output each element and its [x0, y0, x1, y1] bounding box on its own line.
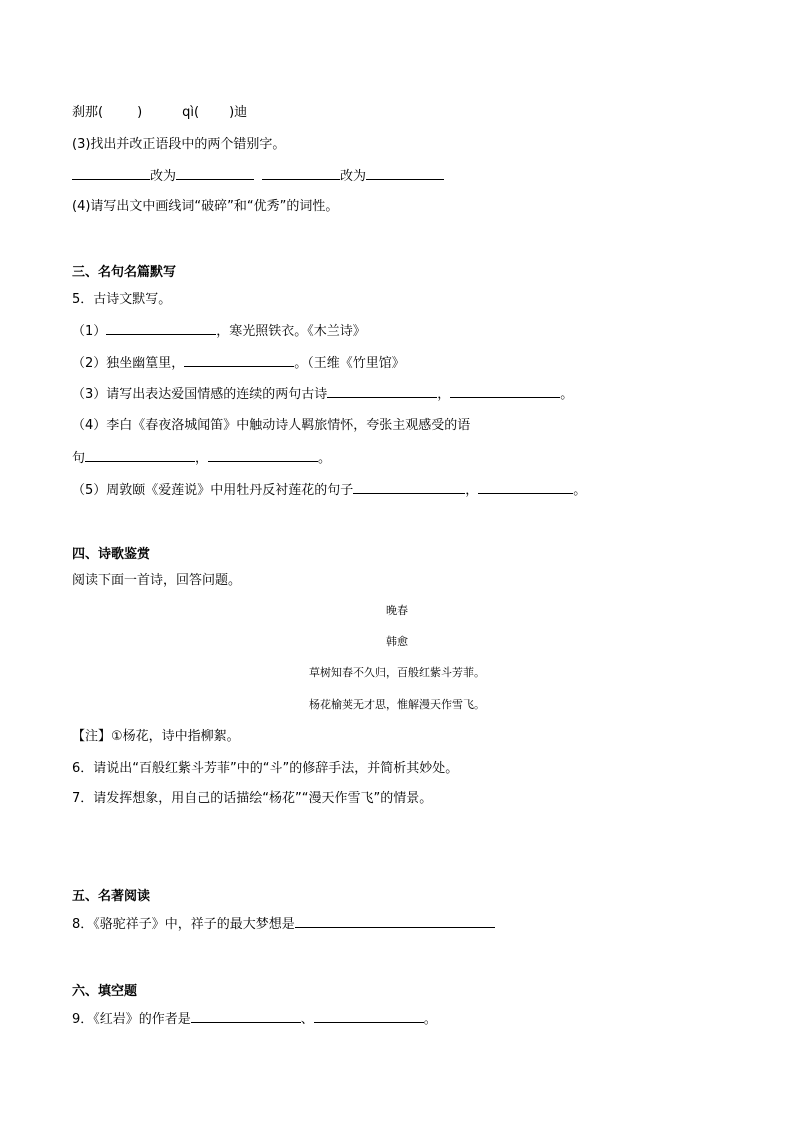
section-5-title: 五、名著阅读 — [72, 889, 151, 904]
fill-blank[interactable] — [450, 385, 560, 398]
item-text: ， — [195, 451, 209, 466]
item-text: （1） — [72, 324, 107, 339]
change-label-2: 改为 — [340, 169, 367, 184]
fill-blank[interactable] — [366, 167, 444, 180]
section-6-title: 六、填空题 — [72, 984, 138, 999]
change-label-1: 改为 — [150, 169, 177, 184]
reading-intro: 阅读下面一首诗，回答问题。 — [72, 573, 242, 588]
question-7: 7．请发挥想象，用自己的话描绘“杨花”“漫天作雪飞”的情景。 — [72, 791, 433, 806]
question-text: 8．《骆驼祥子》中，祥子的最大梦想是 — [72, 917, 295, 932]
question-4: (4)请写出文中画线词“破碎”和“优秀”的词性。 — [72, 199, 339, 214]
recite-item-4: （4）李白《春夜洛城闻笛》中触动诗人羁旅情怀，夸张主观感受的语 — [72, 418, 471, 433]
recite-item-5 — [72, 481, 586, 500]
item-text: （5）周敦颐《爱莲说》中用牡丹反衬莲花的句子 — [72, 483, 354, 498]
fill-blank[interactable] — [262, 167, 340, 180]
pinyin-text-1: 刹那( — [72, 105, 104, 120]
fill-blank[interactable] — [353, 481, 465, 494]
recite-item-2 — [72, 354, 405, 373]
fill-blank[interactable] — [314, 1010, 424, 1023]
pinyin-line — [72, 104, 247, 122]
question-6: 6．请说出“百般红紫斗芳菲”中的“斗”的修辞手法，并简析其妙处。 — [72, 761, 459, 776]
fill-blank[interactable] — [106, 322, 216, 335]
question-text: 。 — [423, 1012, 437, 1027]
item-text: 。（王维《竹里馆》 — [294, 356, 405, 371]
fill-blank[interactable] — [478, 481, 573, 494]
item-text: 句 — [72, 451, 86, 466]
fill-blank[interactable] — [72, 167, 150, 180]
item-text: （2）独坐幽篁里， — [72, 356, 185, 371]
item-text: 。 — [318, 451, 332, 466]
item-text: ， — [465, 483, 479, 498]
poem-line-1: 草树知春不久归，百般红紫斗芳菲。 — [309, 666, 485, 679]
question-8 — [72, 915, 495, 934]
question-3: (3)找出并改正语段中的两个错别字。 — [72, 137, 286, 152]
question-text: 、 — [300, 1012, 314, 1027]
pinyin-text-2: ) — [137, 105, 143, 120]
section-3-title: 三、名句名篇默写 — [72, 265, 177, 280]
fill-blank[interactable] — [176, 167, 254, 180]
item-text: 。 — [573, 483, 587, 498]
item-text: ，寒光照铁衣。《木兰诗》 — [216, 324, 366, 339]
question-text: 9．《红岩》的作者是 — [72, 1012, 191, 1027]
question-5: 5．古诗文默写。 — [72, 292, 172, 307]
recite-item-3 — [72, 385, 573, 404]
question-9 — [72, 1010, 437, 1029]
fill-blank[interactable] — [191, 1010, 301, 1023]
item-text: ， — [437, 387, 451, 402]
item-text: （3）请写出表达爱国情感的连续的两句古诗 — [72, 387, 328, 402]
fill-blank[interactable] — [295, 915, 495, 928]
fill-blank[interactable] — [208, 449, 318, 462]
fill-blank[interactable] — [327, 385, 437, 398]
pinyin-text-4: )迪 — [229, 105, 248, 120]
recite-item-1 — [72, 322, 366, 341]
poem-title: 晚春 — [386, 604, 408, 617]
question-3-fill — [72, 167, 444, 186]
recite-item-4-cont — [72, 449, 331, 468]
item-text: 。 — [560, 387, 574, 402]
pinyin-text-3: qì( — [182, 105, 200, 120]
poem-author: 韩愈 — [386, 635, 408, 648]
section-4-title: 四、诗歌鉴赏 — [72, 547, 151, 562]
poem-note: 【注】①杨花，诗中指柳絮。 — [72, 729, 240, 744]
fill-blank[interactable] — [85, 449, 195, 462]
fill-blank[interactable] — [184, 354, 294, 367]
poem-line-2: 杨花榆荚无才思，惟解漫天作雪飞。 — [309, 698, 485, 711]
